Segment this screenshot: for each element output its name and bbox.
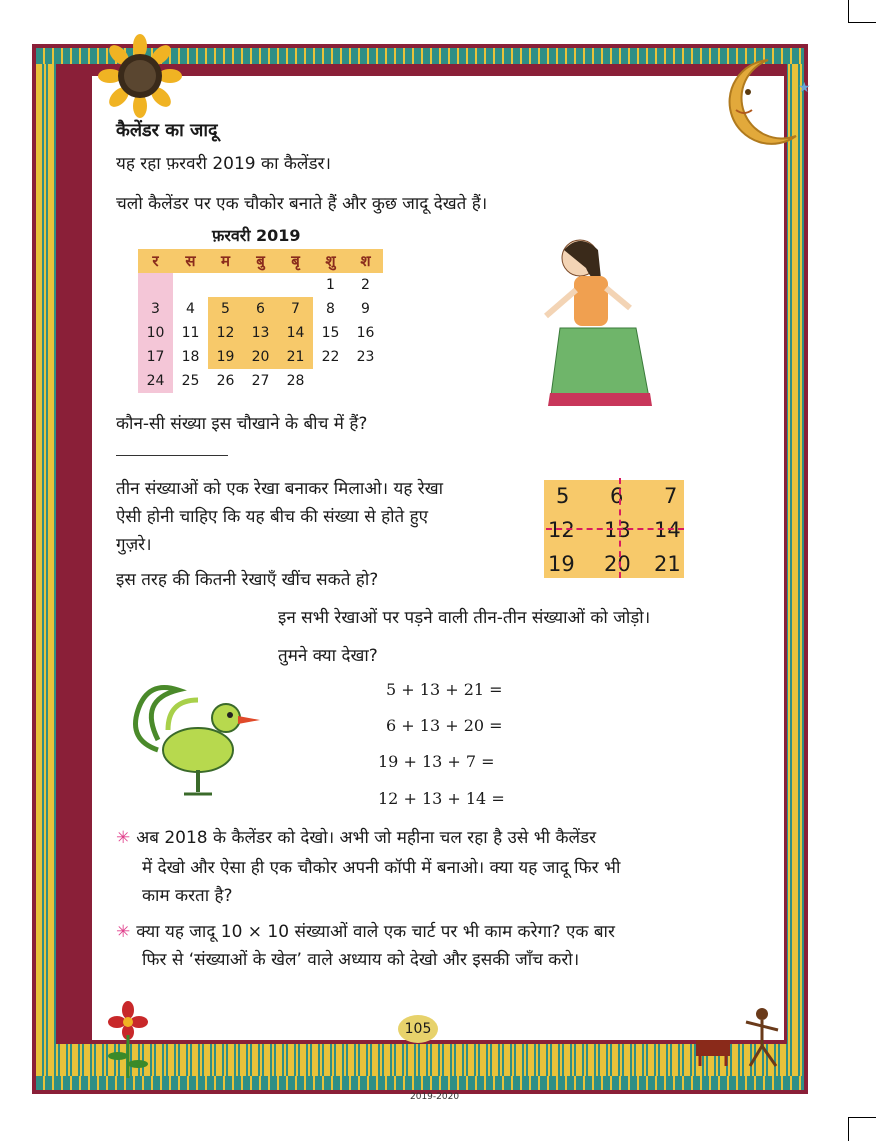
calendar-cell: 14 xyxy=(278,321,313,345)
calendar-row xyxy=(138,345,383,369)
question-lines-count: इस तरह की कितनी रेखाएँ खींच सकते हो? xyxy=(116,570,379,590)
paragraph-line-1: तीन संख्याओं को एक रेखा बनाकर मिलाओ। यह रेखा xyxy=(116,479,444,499)
crop-mark-bottom xyxy=(848,1117,876,1141)
calendar-cell xyxy=(243,273,278,297)
moon-icon xyxy=(708,52,811,152)
calendar-cell: 24 xyxy=(138,369,173,393)
day-header: र xyxy=(138,249,173,273)
equation: 12 + 13 + 14 = xyxy=(378,789,505,808)
calendar-cell: 5 xyxy=(208,297,243,321)
paragraph-line-3: गुज़रे। xyxy=(116,535,152,555)
calendar-row xyxy=(138,297,383,321)
sunflower-icon xyxy=(100,36,180,116)
calendar-cell: 3 xyxy=(138,297,173,321)
day-header: बृ xyxy=(278,249,313,273)
calendar-cell xyxy=(313,369,348,393)
calendar-cell: 12 xyxy=(208,321,243,345)
page-number: 105 xyxy=(398,1015,438,1043)
day-header: शु xyxy=(313,249,348,273)
intro-line-2: चलो कैलेंडर पर एक चौकोर बनाते हैं और कुछ जादू देखते हैं। xyxy=(116,194,488,214)
calendar-cell: 26 xyxy=(216,373,235,389)
calendar-cell xyxy=(208,273,243,297)
paragraph-line-2: ऐसी होनी चाहिए कि यह बीच की संख्या से होते हुए xyxy=(116,507,429,527)
bird-illustration xyxy=(118,670,268,800)
calendar-cell: 1 xyxy=(326,277,335,293)
calendar-cell: 15 xyxy=(321,325,340,341)
task-1-line-1: अब 2018 के कैलेंडर को देखो। अभी जो महीना चल रहा है उसे भी कैलेंडर xyxy=(136,828,597,848)
day-header: म xyxy=(208,249,243,273)
instruction-observe: तुमने क्या देखा? xyxy=(278,646,378,666)
bullet-star-icon: ✳ xyxy=(116,828,131,848)
calendar-cell: 10 xyxy=(138,321,173,345)
calendar-cell xyxy=(348,369,383,393)
horizontal-dashed-line xyxy=(546,528,684,530)
calendar-header-row xyxy=(138,249,383,273)
grid-number: 7 xyxy=(664,484,678,508)
girl-illustration xyxy=(540,228,660,418)
answer-line xyxy=(116,455,228,456)
task-2-line-1: क्या यह जादू 10 × 10 संख्याओं वाले एक चार्ट पर भी काम करेगा? एक बार xyxy=(136,922,615,942)
calendar-cell: 16 xyxy=(356,325,375,341)
calendar-cell: 21 xyxy=(278,345,313,369)
grid-number: 12 xyxy=(548,518,575,542)
calendar-table xyxy=(138,249,383,393)
calendar-cell: 20 xyxy=(243,345,278,369)
grid-number: 20 xyxy=(604,552,631,576)
grid-number: 13 xyxy=(604,518,631,542)
calendar-cell xyxy=(278,273,313,297)
grid-number: 6 xyxy=(610,484,624,508)
footer-year: 2019-2020 xyxy=(410,1092,460,1102)
grid-number: 5 xyxy=(556,484,570,508)
intro-line-1: यह रहा फ़रवरी 2019 का कैलेंडर। xyxy=(116,154,331,174)
svg-text:★: ★ xyxy=(798,80,811,96)
task-2-line-2: फिर से ‘संख्याओं के खेल’ वाले अध्याय को देखो और इसकी जाँच करो। xyxy=(142,950,580,970)
calendar-cell: 9 xyxy=(361,301,370,317)
equation: 5 + 13 + 21 = xyxy=(386,680,503,699)
calendar-cell xyxy=(138,273,173,297)
tribal-figures-icon xyxy=(686,1000,796,1070)
calendar-cell: 4 xyxy=(186,301,195,317)
calendar-cell: 25 xyxy=(181,373,200,389)
flower-icon xyxy=(98,1000,158,1080)
calendar-cell: 2 xyxy=(361,277,370,293)
calendar-cell xyxy=(173,273,208,297)
calendar-row xyxy=(138,321,383,345)
equation: 19 + 13 + 7 = xyxy=(378,752,495,771)
calendar-row xyxy=(138,369,383,393)
calendar-cell: 11 xyxy=(181,325,200,341)
crop-mark-top xyxy=(848,0,876,23)
day-header: श xyxy=(348,249,383,273)
calendar-cell: 6 xyxy=(243,297,278,321)
task-1-line-3: काम करता है? xyxy=(142,886,233,906)
calendar-cell: 18 xyxy=(181,349,200,365)
day-header: बु xyxy=(243,249,278,273)
calendar-cell: 23 xyxy=(356,349,375,365)
grid-number: 19 xyxy=(548,552,575,576)
calendar-row xyxy=(138,273,383,297)
grid-number: 14 xyxy=(654,518,681,542)
calendar-cell: 27 xyxy=(251,373,270,389)
calendar-cell: 28 xyxy=(286,373,305,389)
calendar-cell: 19 xyxy=(208,345,243,369)
calendar-cell: 13 xyxy=(243,321,278,345)
calendar-cell: 17 xyxy=(138,345,173,369)
bullet-star-icon: ✳ xyxy=(116,922,131,942)
task-1-line-2: में देखो और ऐसा ही एक चौकोर अपनी कॉपी में बनाओ। क्या यह जादू फिर भी xyxy=(142,858,621,878)
calendar-cell: 8 xyxy=(326,301,335,317)
section-heading: कैलेंडर का जादू xyxy=(116,120,218,141)
equation: 6 + 13 + 20 = xyxy=(386,716,503,735)
instruction-add: इन सभी रेखाओं पर पड़ने वाली तीन-तीन संख्याओं को जोड़ो। xyxy=(278,608,651,628)
calendar-cell: 22 xyxy=(321,349,340,365)
day-header: स xyxy=(173,249,208,273)
question-middle-number: कौन-सी संख्या इस चौखाने के बीच में हैं? xyxy=(116,414,368,434)
calendar-title: फ़रवरी 2019 xyxy=(212,226,301,245)
grid-number: 21 xyxy=(654,552,681,576)
calendar-cell: 7 xyxy=(278,297,313,321)
